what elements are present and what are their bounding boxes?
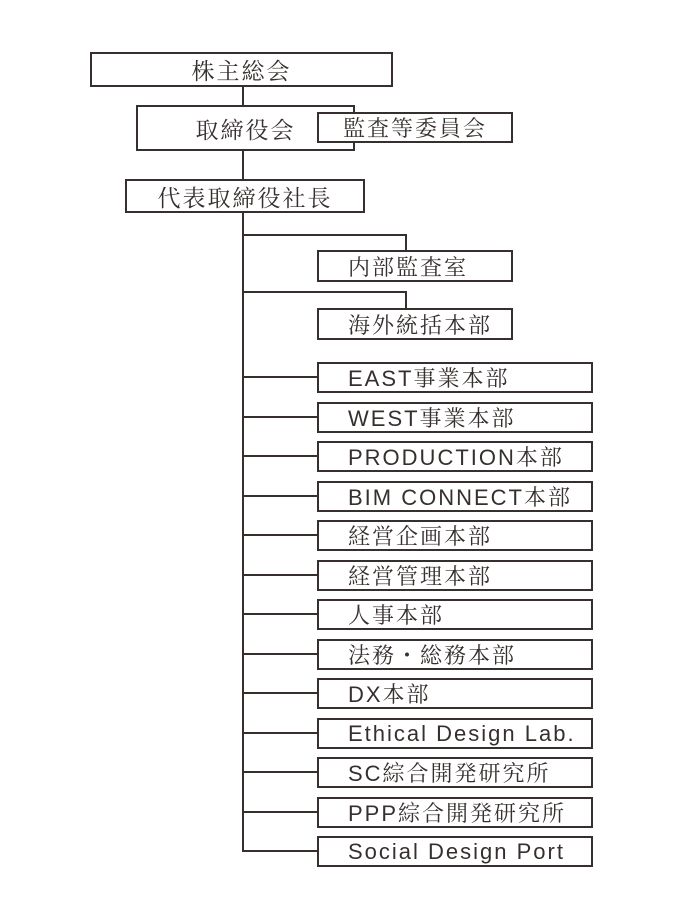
node-dept-ethical-design-lab: Ethical Design Lab. xyxy=(317,718,593,749)
node-overseas-hq: 海外統括本部 xyxy=(317,308,513,340)
connector-dept-9 xyxy=(242,732,319,734)
node-board-of-directors: 取締役会 xyxy=(136,105,355,151)
node-dept-hr: 人事本部 xyxy=(317,599,593,630)
node-dept-bim-connect: BIM CONNECT本部 xyxy=(317,481,593,512)
connector-dept-3 xyxy=(242,495,319,497)
node-shareholders-meeting: 株主総会 xyxy=(90,52,393,87)
node-dept-sc-research-institute: SC綜合開発研究所 xyxy=(317,757,593,788)
connector-internal-audit-h xyxy=(242,234,407,236)
connector-dept-2 xyxy=(242,455,319,457)
node-dept-west-business: WEST事業本部 xyxy=(317,402,593,433)
node-dept-east-business: EAST事業本部 xyxy=(317,362,593,393)
node-audit-committee: 監査等委員会 xyxy=(317,112,513,143)
node-dept-social-design-port: Social Design Port xyxy=(317,836,593,867)
connector-dept-7 xyxy=(242,653,319,655)
connector-dept-0 xyxy=(242,376,319,378)
node-internal-audit-office: 内部監査室 xyxy=(317,250,513,282)
connector-dept-8 xyxy=(242,692,319,694)
connector-dept-12 xyxy=(242,850,319,852)
connector-dept-11 xyxy=(242,811,319,813)
connector-board-president xyxy=(242,149,244,180)
connector-overseas-hq-h xyxy=(242,291,407,293)
node-president: 代表取締役社長 xyxy=(125,179,365,213)
connector-shareholders-board xyxy=(242,85,244,107)
node-dept-legal-general-affairs: 法務・総務本部 xyxy=(317,639,593,670)
connector-dept-4 xyxy=(242,534,319,536)
connector-trunk xyxy=(242,213,244,852)
node-dept-ppp-research-institute: PPP綜合開発研究所 xyxy=(317,797,593,828)
node-dept-production: PRODUCTION本部 xyxy=(317,441,593,472)
node-dept-corporate-planning: 経営企画本部 xyxy=(317,520,593,551)
connector-dept-10 xyxy=(242,771,319,773)
node-dept-corporate-admin: 経営管理本部 xyxy=(317,560,593,591)
connector-dept-1 xyxy=(242,416,319,418)
node-dept-dx: DX本部 xyxy=(317,678,593,709)
connector-dept-5 xyxy=(242,574,319,576)
connector-dept-6 xyxy=(242,613,319,615)
